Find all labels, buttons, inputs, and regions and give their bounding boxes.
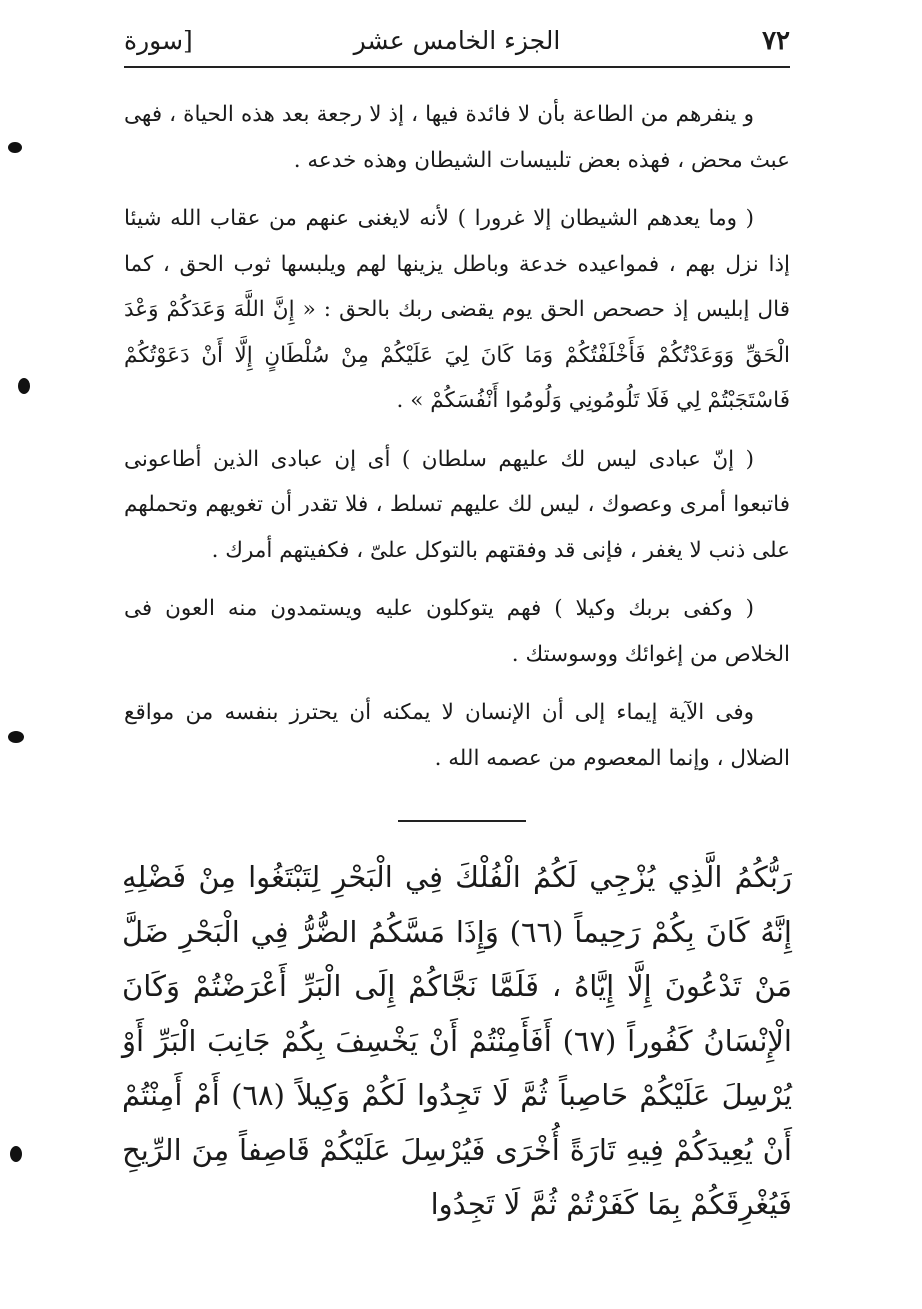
paragraph-text: و ينفرهم من الطاعة بأن لا فائدة فيها ، إذ لا رجعة بعد هذه الحياة ، فهى عبث محض ، فهذه بعض تلبيسات الشيطان وهذه خدعه . xyxy=(124,102,790,173)
page-number: ٧٢ xyxy=(762,26,790,56)
ink-blot-mark xyxy=(8,142,22,153)
commentary-paragraph xyxy=(124,196,790,424)
ink-blot-mark xyxy=(18,378,30,394)
verses-text: رَبُّكُمُ الَّذِي يُزْجِي لَكُمُ الْفُلْكَ فِي الْبَحْرِ لِتَبْتَغُوا مِنْ فَضْلِهِ إِنَّهُ كَانَ بِكُمْ رَحِيماً (٦٦) وَإِذَا مَسَّكُمُ الضُّرُّ فِي الْبَحْرِ ضَلَّ مَنْ تَدْعُونَ إِلَّا إِيَّاهُ ، فَلَمَّا نَجَّاكُمْ إِلَى الْبَرِّ أَعْرَضْتُمْ وَكَانَ الْإِنْسَانُ كَفُوراً (٦٧) أَفَأَمِنْتُمْ أَنْ يَخْسِفَ بِكُمْ جَانِبَ الْبَرِّ أَوْ يُرْسِلَ عَلَيْكُمْ حَاصِباً ثُمَّ لَا تَجِدُوا لَكُمْ وَكِيلاً (٦٨) أَمْ أَمِنْتُمْ أَنْ يُعِيدَكُمْ فِيهِ تَارَةً أُخْرَى فَيُرْسِلَ عَلَيْكُمْ قَاصِفاً مِنَ الرِّيحِ فَيُغْرِقَكُمْ بِمَا كَفَرْتُمْ ثُمَّ لَا تَجِدُوا xyxy=(122,860,793,1221)
paragraph-text: ( إنّ عبادى ليس لك عليهم سلطان ) أى إن عبادى الذين أطاعونى فاتبعوا أمرى وعصوك ، ليس لك عليهم تسلط ، فلا تقدر أن تغويهم وتحملهم على ذنب لا يغفر ، فإنى قد وفقتهم بالتوكل علىّ ، فكفيتهم أمرك . xyxy=(124,446,790,563)
commentary-body xyxy=(124,92,790,794)
page-header xyxy=(124,22,790,66)
commentary-paragraph xyxy=(124,92,790,183)
running-title: الجزء الخامس عشر xyxy=(353,26,561,55)
paragraph-text: وفى الآية إيماء إلى أن الإنسان لا يمكنه أن يحترز بنفسه من مواقع الضلال ، وإنما المعصوم من عصمه الله . xyxy=(124,700,790,771)
ink-blot-mark xyxy=(10,1146,22,1162)
quran-verses xyxy=(122,850,792,1232)
paragraph-text: ( وكفى بربك وكيلا ) فهم يتوكلون عليه ويستمدون منه العون فى الخلاص من إغوائك ووسوستك . xyxy=(124,596,790,667)
paragraph-text: ( وما يعدهم الشيطان إلا غرورا ) لأنه لايغنى عنهم من عقاب الله شيئا إذا نزل بهم ، فمواعيده خدعة وباطل يزينها لهم ويلبسها ثوب الحق ، كما قال إبليس إذ حصحص الحق يوم يقضى ربك بالحق : « إِنَّ اللَّهَ وَعَدَكُمْ وَعْدَ الْحَقِّ وَوَعَدْتُكُمْ فَأَخْلَفْتُكُمْ وَمَا كَانَ لِيَ عَلَيْكُمْ مِنْ سُلْطَانٍ إِلَّا أَنْ دَعَوْتُكُمْ فَاسْتَجَبْتُمْ لِي فَلَا تَلُومُونِي وَلُومُوا أَنْفُسَكُمْ » . xyxy=(124,206,790,413)
commentary-paragraph xyxy=(124,437,790,574)
commentary-paragraph xyxy=(124,690,790,781)
surah-label: [سورة xyxy=(124,26,193,55)
commentary-paragraph xyxy=(124,586,790,677)
section-divider xyxy=(398,820,526,822)
ink-blot-mark xyxy=(8,731,24,743)
header-rule xyxy=(124,66,790,68)
